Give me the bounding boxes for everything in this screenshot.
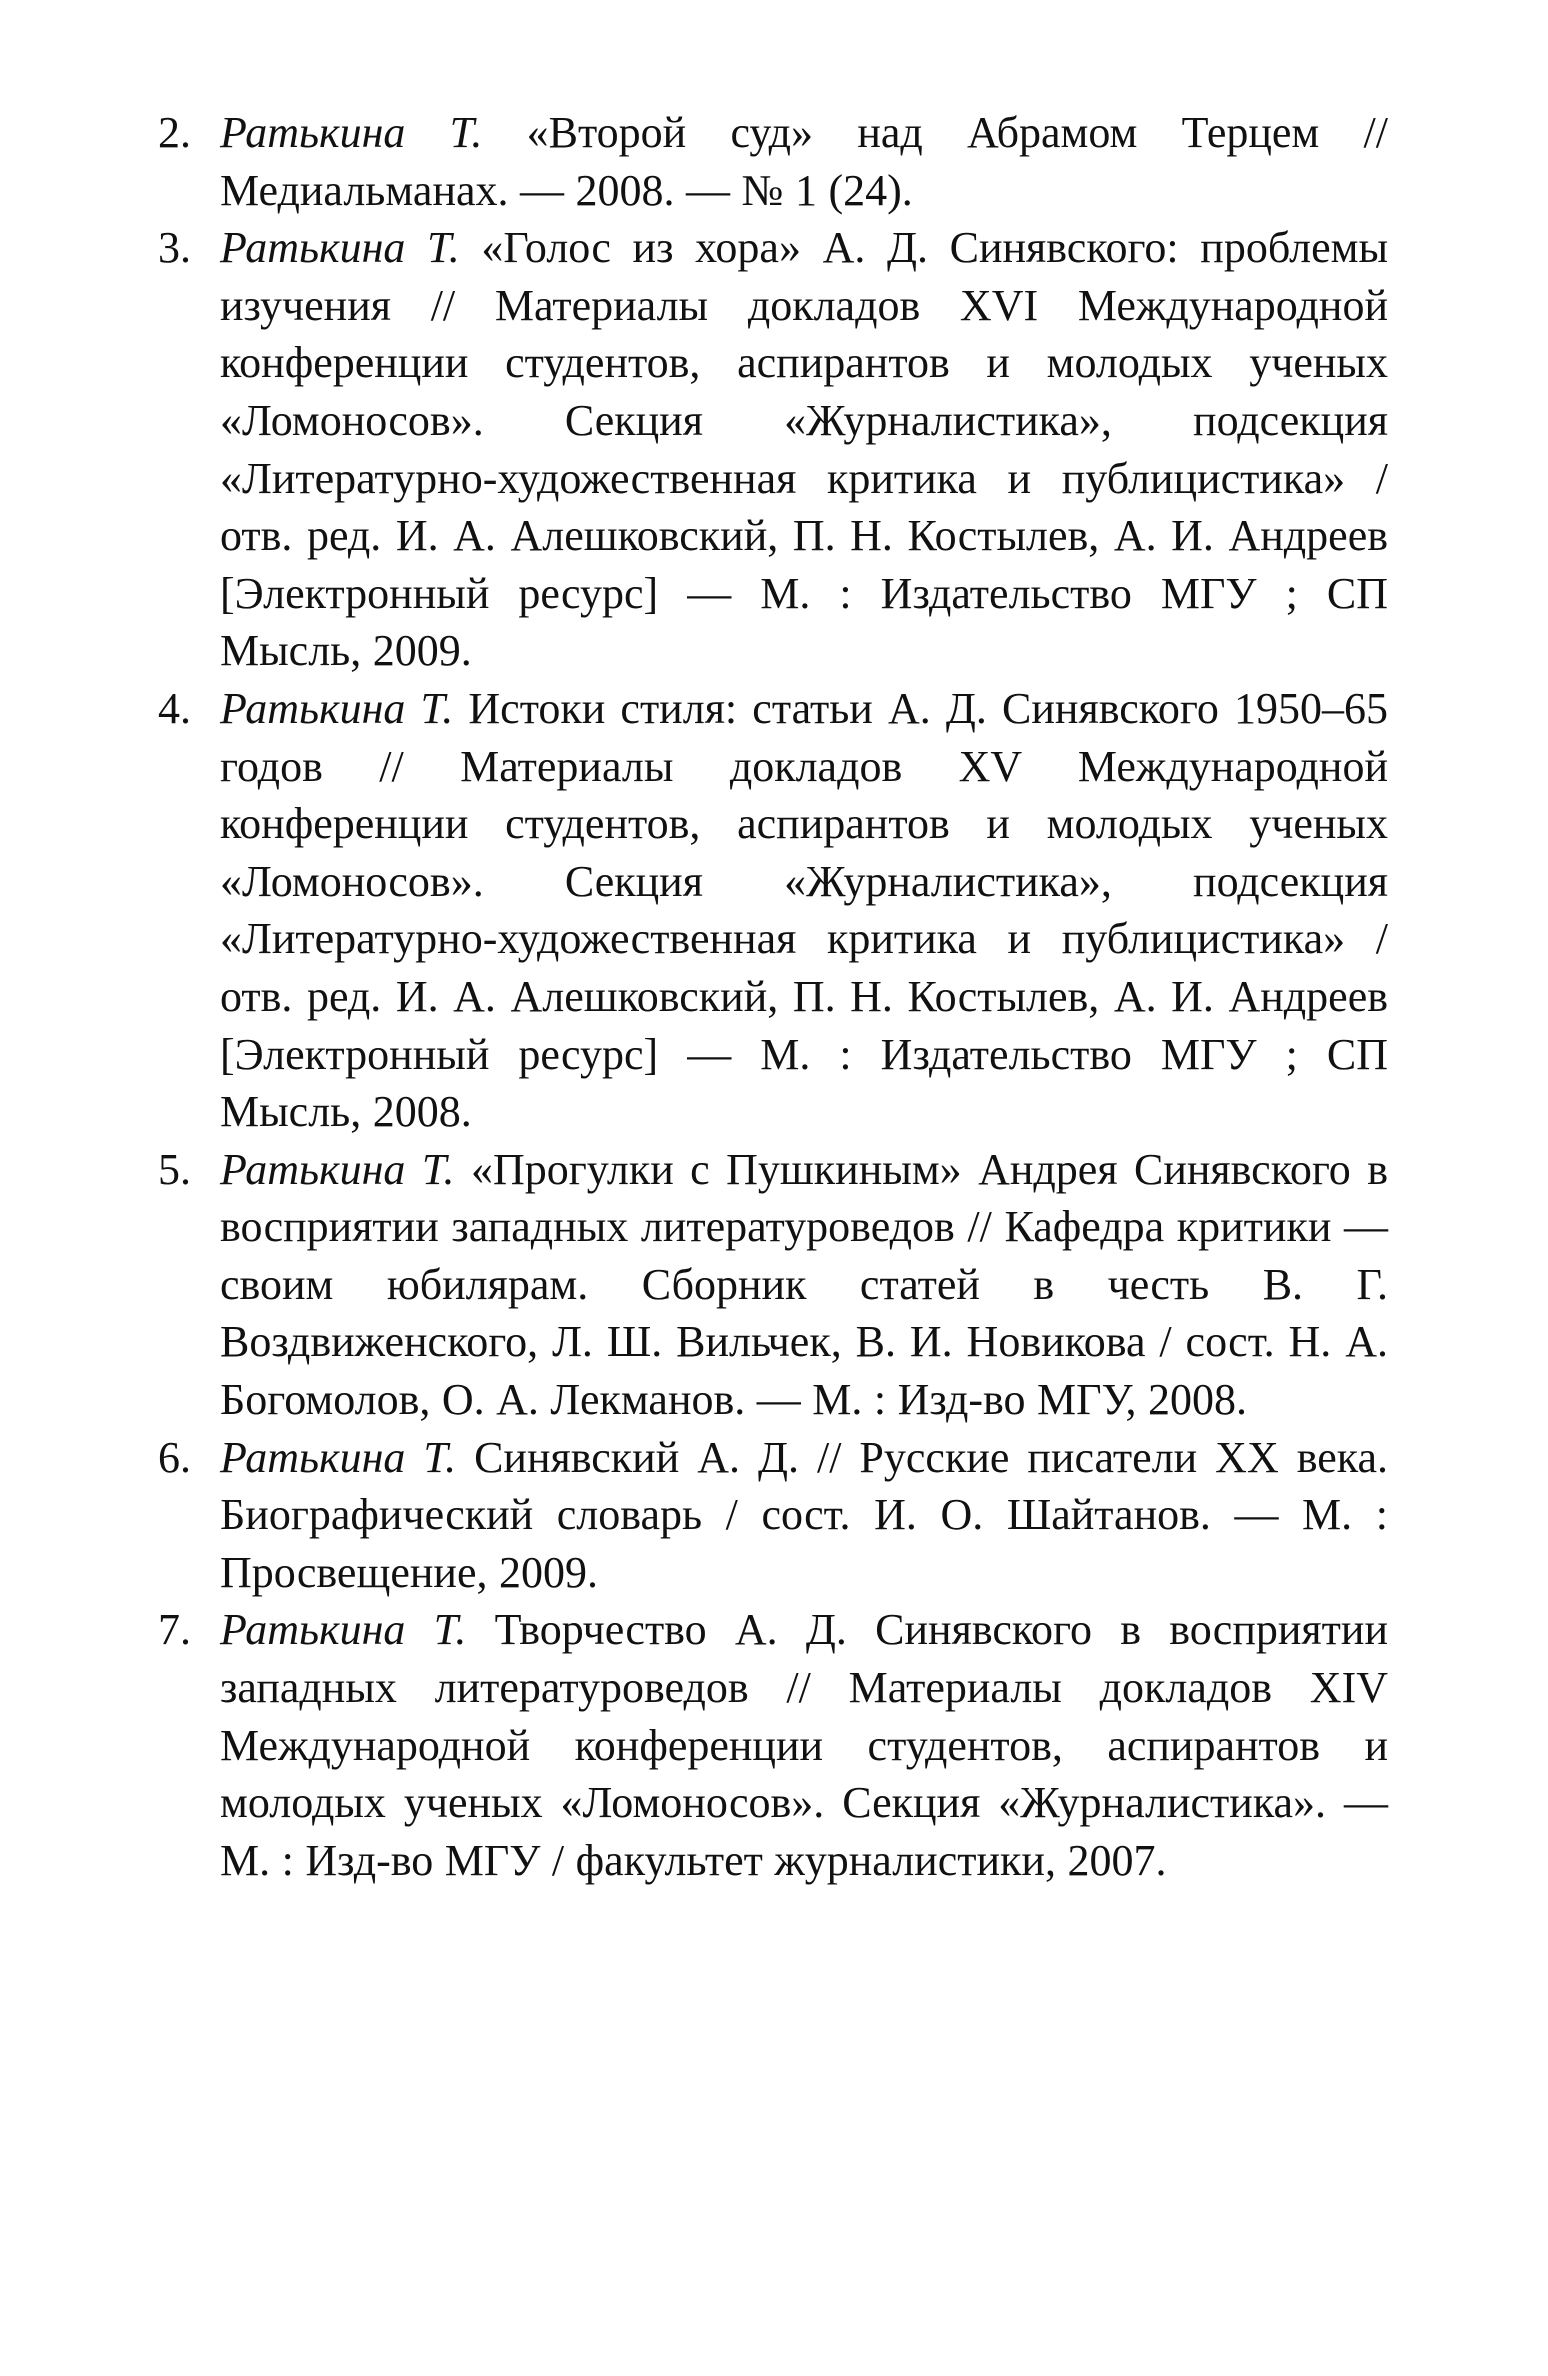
reference-body: «Голос из хора» А. Д. Синявского: проблемы изучения // Материалы докладов XVI Международной конференции студентов, аспирантов и молодых ученых «Ломоносов». Секция «Журналистика», подсекция «Литературно-художественная критика и публицистика» / отв. ред. И. А. Алешковский, П. Н. Костылев, А. И. Андреев [Электронный ресурс] — М. : Издательство МГУ ; СП Мысль, 2009. [220,223,1388,676]
reference-number: 2. [158,108,191,157]
reference-number: 6. [158,1432,191,1482]
reference-entry-2 [158,104,1388,219]
reference-text [220,680,1388,1141]
reference-author: Ратькина Т. [220,108,483,157]
reference-entry-7 [158,1601,1388,1889]
reference-author: Ратькина Т. [220,1144,455,1194]
reference-text [220,219,1388,680]
reference-body: «Прогулки с Пушкиным» Андрея Синявского в восприятии западных литературоведов // Кафедра критики — своим юбилярам. Сборник статей в честь В. Г. Воздвиженского, Л. Ш. Вильчек, В. И. Новикова / сост. Н. А. Богомолов, О. А. Лекманов. — М. : Изд-во МГУ, 2008. [220,1144,1389,1425]
reference-number: 5. [158,1144,191,1194]
reference-entry-3 [158,219,1388,680]
reference-body: Синявский А. Д. // Русские писатели XX века. Биографический словарь / сост. И. О. Шайтанов. — М. : Просвещение, 2009. [220,1432,1388,1597]
reference-text [220,1429,1388,1602]
reference-body: Истоки стиля: статьи А. Д. Синявского 1950–65 годов // Материалы докладов XV Международной конференции студентов, аспирантов и молодых ученых «Ломоносов». Секция «Журналистика», подсекция «Литературно-художественная критика и публицистика» / отв. ред. И. А. Алешковский, П. Н. Костылев, А. И. Андреев [Электронный ресурс] — М. : Издательство МГУ ; СП Мысль, 2008. [220,683,1389,1137]
reference-author: Ратькина Т. [220,683,454,733]
reference-author: Ратькина Т. [220,1432,457,1482]
reference-entry-5 [158,1141,1388,1429]
reference-body: «Второй суд» над Абрамом Терцем // Медиальманах. — 2008. — № 1 (24). [220,108,1389,215]
reference-number: 4. [158,683,191,733]
reference-number: 3. [158,223,191,273]
reference-text [220,1141,1388,1429]
reference-entry-4 [158,680,1388,1141]
reference-text [220,104,1388,219]
reference-list [158,104,1388,1889]
reference-body: Творчество А. Д. Синявского в восприятии западных литературоведов // Материалы докладов XIV Международной конференции студентов, аспирантов и молодых ученых «Ломоносов». Секция «Журналистика». — М. : Изд-во МГУ / факультет журналистики, 2007. [220,1605,1388,1885]
reference-author: Ратькина Т. [220,1605,467,1655]
reference-entry-6 [158,1429,1388,1602]
reference-text [220,1601,1388,1889]
reference-author: Ратькина Т. [220,223,460,273]
reference-number: 7. [158,1605,191,1655]
